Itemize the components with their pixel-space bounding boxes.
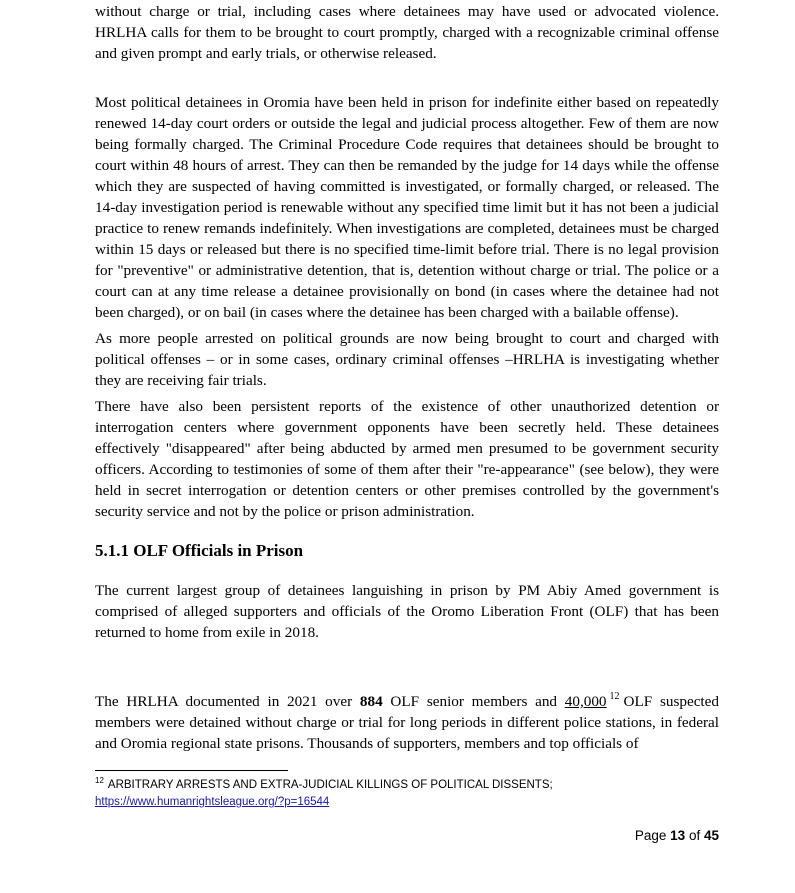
footnote-link[interactable]: https://www.humanrightsleague.org/?p=16544 (95, 796, 330, 808)
footnote-text: ARBITRARY ARRESTS AND EXTRA-JUDICIAL KILLINGS OF POLITICAL DISSENTS; (107, 779, 553, 791)
footnote-reference[interactable]: 12 (609, 691, 620, 702)
footnote-number: 12 (95, 776, 104, 785)
page-number-total: 45 (703, 828, 719, 843)
paragraph-text-part2: OLF senior members and (382, 693, 565, 710)
section-heading: 5.1.1 OLF Officials in Prison (95, 541, 304, 560)
footnote-divider (95, 770, 288, 771)
paragraph-indefinite-detention: Most political detainees in Oromia have been held in prison for indefinite either based on repeatedly renewed 14-day court orders or outside the legal and judicial process altogether. Few of them are now being formally charged. The Criminal Procedure Code requires that detainees should be brought to court within 48 hours of arrest. They can then be remanded by the judge for 14 days while the offense which they are suspected of having committed is investigated, or formally charged, or released. The 14-day investigation period is renewable without any specified time limit but it has not been a judicial practice to renew remands indefinitely. When investigations are completed, detainees must be charged within 15 days or released but there is no specified time-limit before trial. There is no legal provision for "preventive" or administrative detention, that is, detention without charge or trial. The police or a court can at any time release a detainee provisionally on bond (in cases where the detainee had not been charged), or on bail (in cases where the detainee has been charged with a bailable offense). (95, 94, 719, 321)
page-number-current: 13 (670, 828, 686, 843)
page-number-of: of (685, 828, 704, 843)
footnote (95, 777, 719, 811)
paragraph-olf-detainees: The current largest group of detainees languishing in prison by PM Abiy Amed government is comprised of alleged supporters and officials of the Oromo Liberation Front (OLF) that has been returned to home from exile in 2018. (95, 582, 719, 641)
underlined-number: 40,000 (564, 693, 607, 710)
paragraph-text-part3: OLF suspected members were detained without charge or trial for long periods in different police stations, in federal and Oromia regional state prisons. Thousands of supporters, members and top officials of (95, 693, 719, 752)
paragraph-secret-detention-centers: There have also been persistent reports of the existence of other unauthorized detention or interrogation centers where government opponents have been secretly held. These detainees effectively "disappeared" after being abducted by armed men presumed to be government security officers. According to testimonies of some of them after their "re-appearance" (see below), they were held in secret interrogation or detention centers or other premises controlled by the government's security service and not by the police or prison administration. (95, 398, 719, 520)
paragraph-detention-without-charge: without charge or trial, including cases where detainees may have used or advocated violence. HRLHA calls for them to be brought to court promptly, charged with a recognizable criminal offense and given prompt and early trials, or otherwise released. (95, 3, 719, 62)
page-number-prefix: Page (634, 828, 671, 843)
paragraph-fair-trials: As more people arrested on political grounds are now being brought to court and charged with political offenses – or in some cases, ordinary criminal offenses –HRLHA is investigating whether they are receiving fair trials. (95, 330, 719, 389)
paragraph-hrlha-documentation (95, 691, 719, 754)
bold-number: 884 (359, 693, 383, 710)
paragraph-text-part1: The HRLHA documented in 2021 over (95, 693, 360, 710)
page-number (635, 828, 719, 843)
